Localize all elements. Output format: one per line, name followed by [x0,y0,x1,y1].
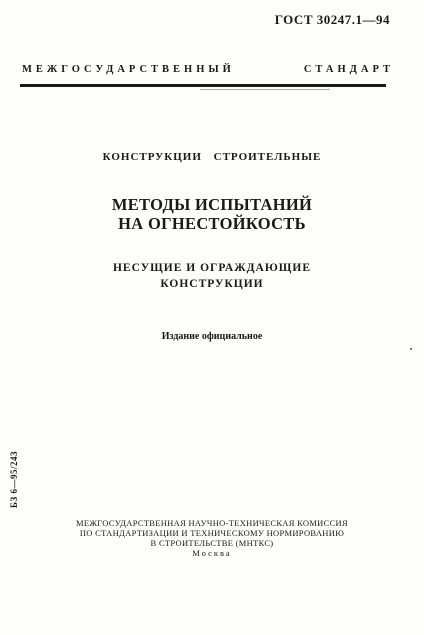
gost-number: ГОСТ 30247.1—94 [274,12,390,27]
standard-type-right: СТАНДАРТ [303,64,394,75]
category-heading: КОНСТРУКЦИИ СТРОИТЕЛЬНЫЕ [102,151,322,163]
standard-type-left: МЕЖГОСУДАРСТВЕННЫЙ [22,64,235,75]
publisher-line-3: В СТРОИТЕЛЬСТВЕ (МНТКС) [150,538,274,548]
subtitle [0,260,424,292]
publisher-city: Москва [192,548,232,558]
subtitle-line-2: КОНСТРУКЦИИ [160,278,264,290]
heading-rule-shadow [200,89,330,90]
standard-type-heading [22,64,394,75]
publisher-line-1: МЕЖГОСУДАРСТВЕННАЯ НАУЧНО-ТЕХНИЧЕСКАЯ КОМИССИЯ [76,518,348,528]
subtitle-line-1: НЕСУЩИЕ И ОГРАЖДАЮЩИЕ [112,262,312,274]
heading-rule [20,84,386,87]
main-title-line-1: МЕТОДЫ ИСПЫТАНИЙ [111,195,313,214]
publisher-block [0,518,424,558]
main-title [0,195,424,233]
margin-mark [410,348,412,350]
main-title-line-2: НА ОГНЕСТОЙКОСТЬ [118,214,306,233]
side-code: БЗ 6—95/243 [9,451,19,508]
publisher-line-2: ПО СТАНДАРТИЗАЦИИ И ТЕХНИЧЕСКОМУ НОРМИРОВАНИЮ [79,528,345,538]
edition-label: Издание официальное [161,331,263,342]
